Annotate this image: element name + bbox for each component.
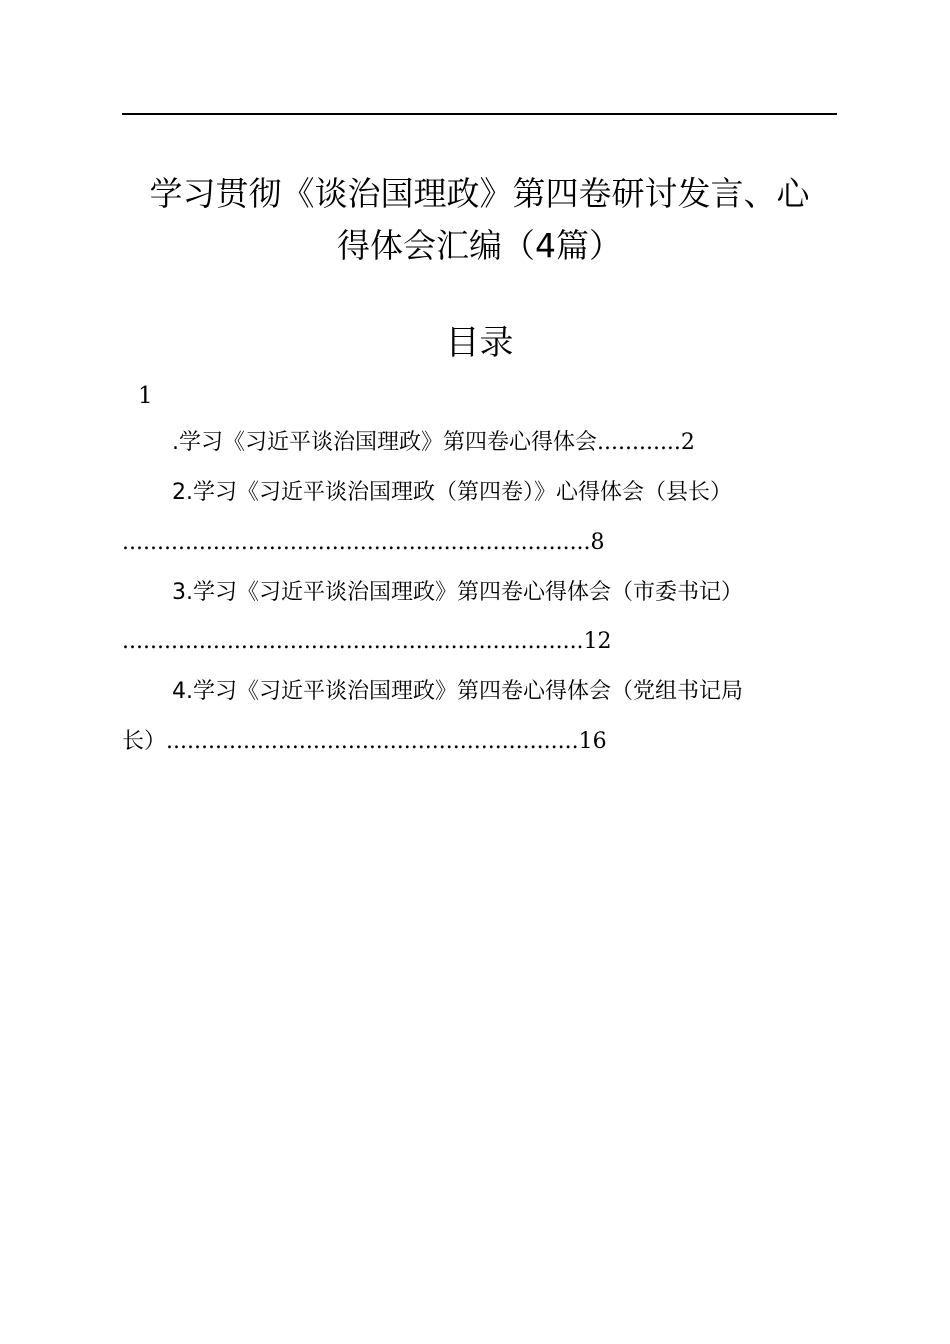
- toc-item-1[interactable]: [172, 428, 695, 458]
- toc-heading: 目录: [445, 323, 514, 363]
- toc-item-4-line-2[interactable]: [122, 727, 607, 757]
- title-line-2: 得体会汇编（4篇）: [337, 226, 622, 265]
- toc-item-4-line-1[interactable]: [172, 677, 743, 707]
- toc-item-4-leader: ...........................................................: [166, 729, 579, 754]
- toc-item-1-title: .学习《习近平谈治国理政》第四卷心得体会: [172, 430, 597, 455]
- toc-item-4-page: 16: [578, 729, 607, 754]
- toc-item-2-leader: ...................................................................: [122, 530, 591, 555]
- document-title: [122, 168, 837, 272]
- toc-item-2-line-1[interactable]: [172, 478, 732, 508]
- toc-item-4-title-cont: 长）: [122, 729, 167, 754]
- toc-item-3-line-2[interactable]: [122, 627, 612, 657]
- toc-item-1-page: 2: [680, 430, 695, 455]
- toc-item-2-page: 8: [590, 530, 605, 555]
- toc-item-3-page: 12: [583, 629, 612, 654]
- toc-item-1-leader: ............: [597, 430, 681, 455]
- toc-item-2-line-2[interactable]: [122, 528, 605, 558]
- toc-item-3-leader: ..................................................................: [122, 629, 584, 654]
- header-rule: [122, 113, 837, 115]
- toc-item-4-title: 4.学习《习近平谈治国理政》第四卷心得体会（党组书记局: [172, 679, 743, 704]
- toc-item-3-line-1[interactable]: [172, 578, 743, 608]
- stray-number: 1: [138, 383, 153, 409]
- toc-item-3-title: 3.学习《习近平谈治国理政》第四卷心得体会（市委书记）: [172, 580, 743, 605]
- title-line-1: 学习贯彻《谈治国理政》第四卷研讨发言、心: [149, 174, 810, 213]
- toc-item-2-title: 2.学习《习近平谈治国理政（第四卷）》心得体会（县长）: [172, 480, 732, 505]
